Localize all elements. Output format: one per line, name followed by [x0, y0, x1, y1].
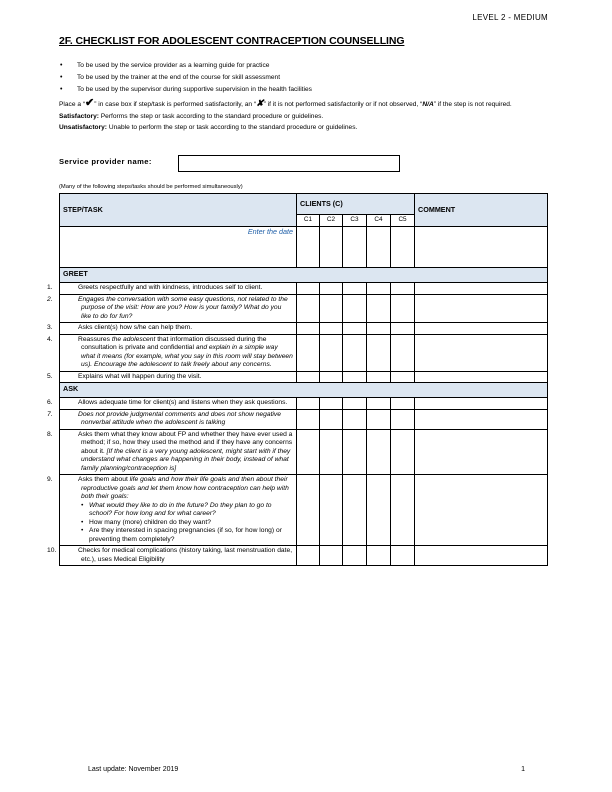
- score-cell[interactable]: [320, 283, 343, 295]
- level-label: LEVEL 2 - MEDIUM: [472, 13, 548, 22]
- date-cell[interactable]: [391, 227, 415, 268]
- table-row: [60, 475, 548, 546]
- score-cell[interactable]: [391, 334, 415, 371]
- score-cell[interactable]: [320, 429, 343, 475]
- table-row: [60, 283, 548, 295]
- score-cell[interactable]: [343, 334, 367, 371]
- step-cell: 5. Explains what will happen during the visit.: [60, 371, 297, 383]
- check-mark-icon: ✔: [85, 97, 95, 109]
- score-cell[interactable]: [391, 409, 415, 429]
- score-cell[interactable]: [297, 283, 320, 295]
- score-cell[interactable]: [343, 283, 367, 295]
- client-col-header: C5: [391, 215, 415, 227]
- table-row: [60, 294, 548, 323]
- score-cell[interactable]: [367, 546, 391, 566]
- score-cell[interactable]: [297, 475, 320, 546]
- score-cell[interactable]: [320, 294, 343, 323]
- list-item: • Are they interested in spacing pregnancies (if so, for how long) or preventing them completely?: [81, 527, 293, 544]
- comment-header: COMMENT: [415, 194, 548, 227]
- date-cell[interactable]: [367, 227, 391, 268]
- instructions: [59, 99, 549, 134]
- comment-cell[interactable]: [415, 294, 548, 323]
- comment-cell[interactable]: [415, 398, 548, 410]
- table-row: [60, 398, 548, 410]
- comment-cell[interactable]: [415, 227, 548, 268]
- score-cell[interactable]: [320, 398, 343, 410]
- score-cell[interactable]: [297, 294, 320, 323]
- date-cell[interactable]: [320, 227, 343, 268]
- score-cell[interactable]: [320, 409, 343, 429]
- client-col-header: C2: [320, 215, 343, 227]
- score-cell[interactable]: [297, 371, 320, 383]
- score-cell[interactable]: [297, 323, 320, 335]
- table-row: [60, 371, 548, 383]
- usage-list: [59, 60, 312, 96]
- score-cell[interactable]: [391, 546, 415, 566]
- list-item: • How many (more) children do they want?: [81, 519, 293, 528]
- score-cell[interactable]: [343, 475, 367, 546]
- score-cell[interactable]: [297, 398, 320, 410]
- score-cell[interactable]: [367, 323, 391, 335]
- score-cell[interactable]: [343, 294, 367, 323]
- satisfactory-definition: Satisfactory: Performs the step or task according to the standard procedure or guidelines.: [59, 112, 324, 120]
- page-number: 1: [521, 766, 525, 773]
- score-cell[interactable]: [343, 323, 367, 335]
- cross-mark-icon: ✘: [256, 98, 264, 108]
- last-update: Last update: November 2019: [88, 766, 179, 773]
- comment-cell[interactable]: [415, 429, 548, 475]
- table-row: [60, 409, 548, 429]
- page-title: 2F. CHECKLIST FOR ADOLESCENT CONTRACEPTION COUNSELLING: [59, 35, 405, 47]
- step-cell: 8. Asks them what they know about FP and whether they have ever used a method; if so, how they used the method and if they have any concerns about it. [If the client is a very young adolescent, might start with if they understand what changes are happening in their body, instead of what family planning/contraception is]: [60, 429, 297, 475]
- score-cell[interactable]: [367, 475, 391, 546]
- score-cell[interactable]: [343, 429, 367, 475]
- table-row: [60, 334, 548, 371]
- table-row: [60, 323, 548, 335]
- clients-header: CLIENTS (C): [297, 194, 415, 215]
- usage-item: • To be used by the trainer at the end of the course for skill assessment: [59, 72, 312, 84]
- score-cell[interactable]: [297, 334, 320, 371]
- score-cell[interactable]: [297, 546, 320, 566]
- score-cell[interactable]: [320, 475, 343, 546]
- score-cell[interactable]: [367, 429, 391, 475]
- score-cell[interactable]: [320, 334, 343, 371]
- step-cell: 4. Reassures the adolescent that information discussed during the consultation is private and confidential and explain in a simple way what it means (for example, what you say in this room will stay between us). Encourage the adolescent to talk freely about any concerns.: [60, 334, 297, 371]
- section-ask: ASK: [60, 383, 548, 398]
- score-cell[interactable]: [367, 409, 391, 429]
- score-cell[interactable]: [367, 398, 391, 410]
- simultaneous-note: (Many of the following steps/tasks should be performed simultaneously): [59, 184, 243, 190]
- score-cell[interactable]: [320, 323, 343, 335]
- step-task-header: STEP/TASK: [60, 194, 297, 227]
- score-cell[interactable]: [320, 371, 343, 383]
- step-cell: 1. Greets respectfully and with kindness, introduces self to client.: [60, 283, 297, 295]
- score-cell[interactable]: [343, 409, 367, 429]
- table-row: [60, 546, 548, 566]
- checklist-table: [47, 193, 548, 566]
- enter-date-label: Enter the date: [60, 227, 297, 268]
- score-cell[interactable]: [391, 371, 415, 383]
- step-cell: 9. Asks them about life goals and how their life goals and then about their reproductive goals and let them know how contraception can help with both their goals: • What would they like to do in the future? Do they plan to go to school? For how long and for what career? • How many (more) children do they want? • Are they interested in spacing pregnancies (if so, for how long) or preventing them completely?: [60, 475, 297, 546]
- step-cell: 7. Does not provide judgmental comments and does not show negative nonverbal attitude when the adolescent is talking: [60, 409, 297, 429]
- score-cell[interactable]: [297, 429, 320, 475]
- comment-cell[interactable]: [415, 334, 548, 371]
- comment-cell[interactable]: [415, 283, 548, 295]
- date-cell[interactable]: [297, 227, 320, 268]
- unsatisfactory-definition: Unsatisfactory: Unable to perform the step or task according to the standard procedure or guidelines.: [59, 124, 358, 131]
- score-cell[interactable]: [343, 546, 367, 566]
- score-cell[interactable]: [391, 398, 415, 410]
- score-cell[interactable]: [391, 283, 415, 295]
- comment-cell[interactable]: [415, 546, 548, 566]
- comment-cell[interactable]: [415, 409, 548, 429]
- service-provider-input[interactable]: [178, 155, 400, 172]
- client-col-header: C1: [297, 215, 320, 227]
- place-instruction: Place a “✔” in case box if step/task is performed satisfactorily, an “✘” if it is not performed satisfactorily or if not observed, “N/A” if the step is not required.: [59, 97, 512, 109]
- date-cell[interactable]: [343, 227, 367, 268]
- score-cell[interactable]: [367, 283, 391, 295]
- step-cell: 3. Asks client(s) how s/he can help them.: [60, 323, 297, 335]
- table-row: [60, 429, 548, 475]
- usage-item: • To be used by the supervisor during supportive supervision in the health facilities: [59, 84, 312, 96]
- comment-cell[interactable]: [415, 323, 548, 335]
- score-cell[interactable]: [297, 409, 320, 429]
- score-cell[interactable]: [343, 371, 367, 383]
- service-provider-label: Service provider name:: [59, 157, 152, 166]
- score-cell[interactable]: [391, 294, 415, 323]
- score-cell[interactable]: [367, 294, 391, 323]
- step-cell: 6. Allows adequate time for client(s) and listens when they ask questions.: [60, 398, 297, 410]
- score-cell[interactable]: [320, 546, 343, 566]
- score-cell[interactable]: [391, 475, 415, 546]
- comment-cell[interactable]: [415, 475, 548, 546]
- score-cell[interactable]: [391, 323, 415, 335]
- list-item: • What would they like to do in the future? Do they plan to go to school? For how long and for what career?: [81, 502, 293, 519]
- step-cell: 10. Checks for medical complications (history taking, last menstruation date, etc.), uses Medical Eligibility: [60, 546, 297, 566]
- client-col-header: C3: [343, 215, 367, 227]
- step-cell: 2. Engages the conversation with some easy questions, not related to the purpose of the visit: How are you? How is your family? What do you like to do for fun?: [60, 294, 297, 323]
- score-cell[interactable]: [391, 429, 415, 475]
- score-cell[interactable]: [367, 371, 391, 383]
- client-col-header: C4: [367, 215, 391, 227]
- score-cell[interactable]: [343, 398, 367, 410]
- usage-item: • To be used by the service provider as a learning guide for practice: [59, 60, 312, 72]
- section-greet: GREET: [60, 268, 548, 283]
- score-cell[interactable]: [367, 334, 391, 371]
- comment-cell[interactable]: [415, 371, 548, 383]
